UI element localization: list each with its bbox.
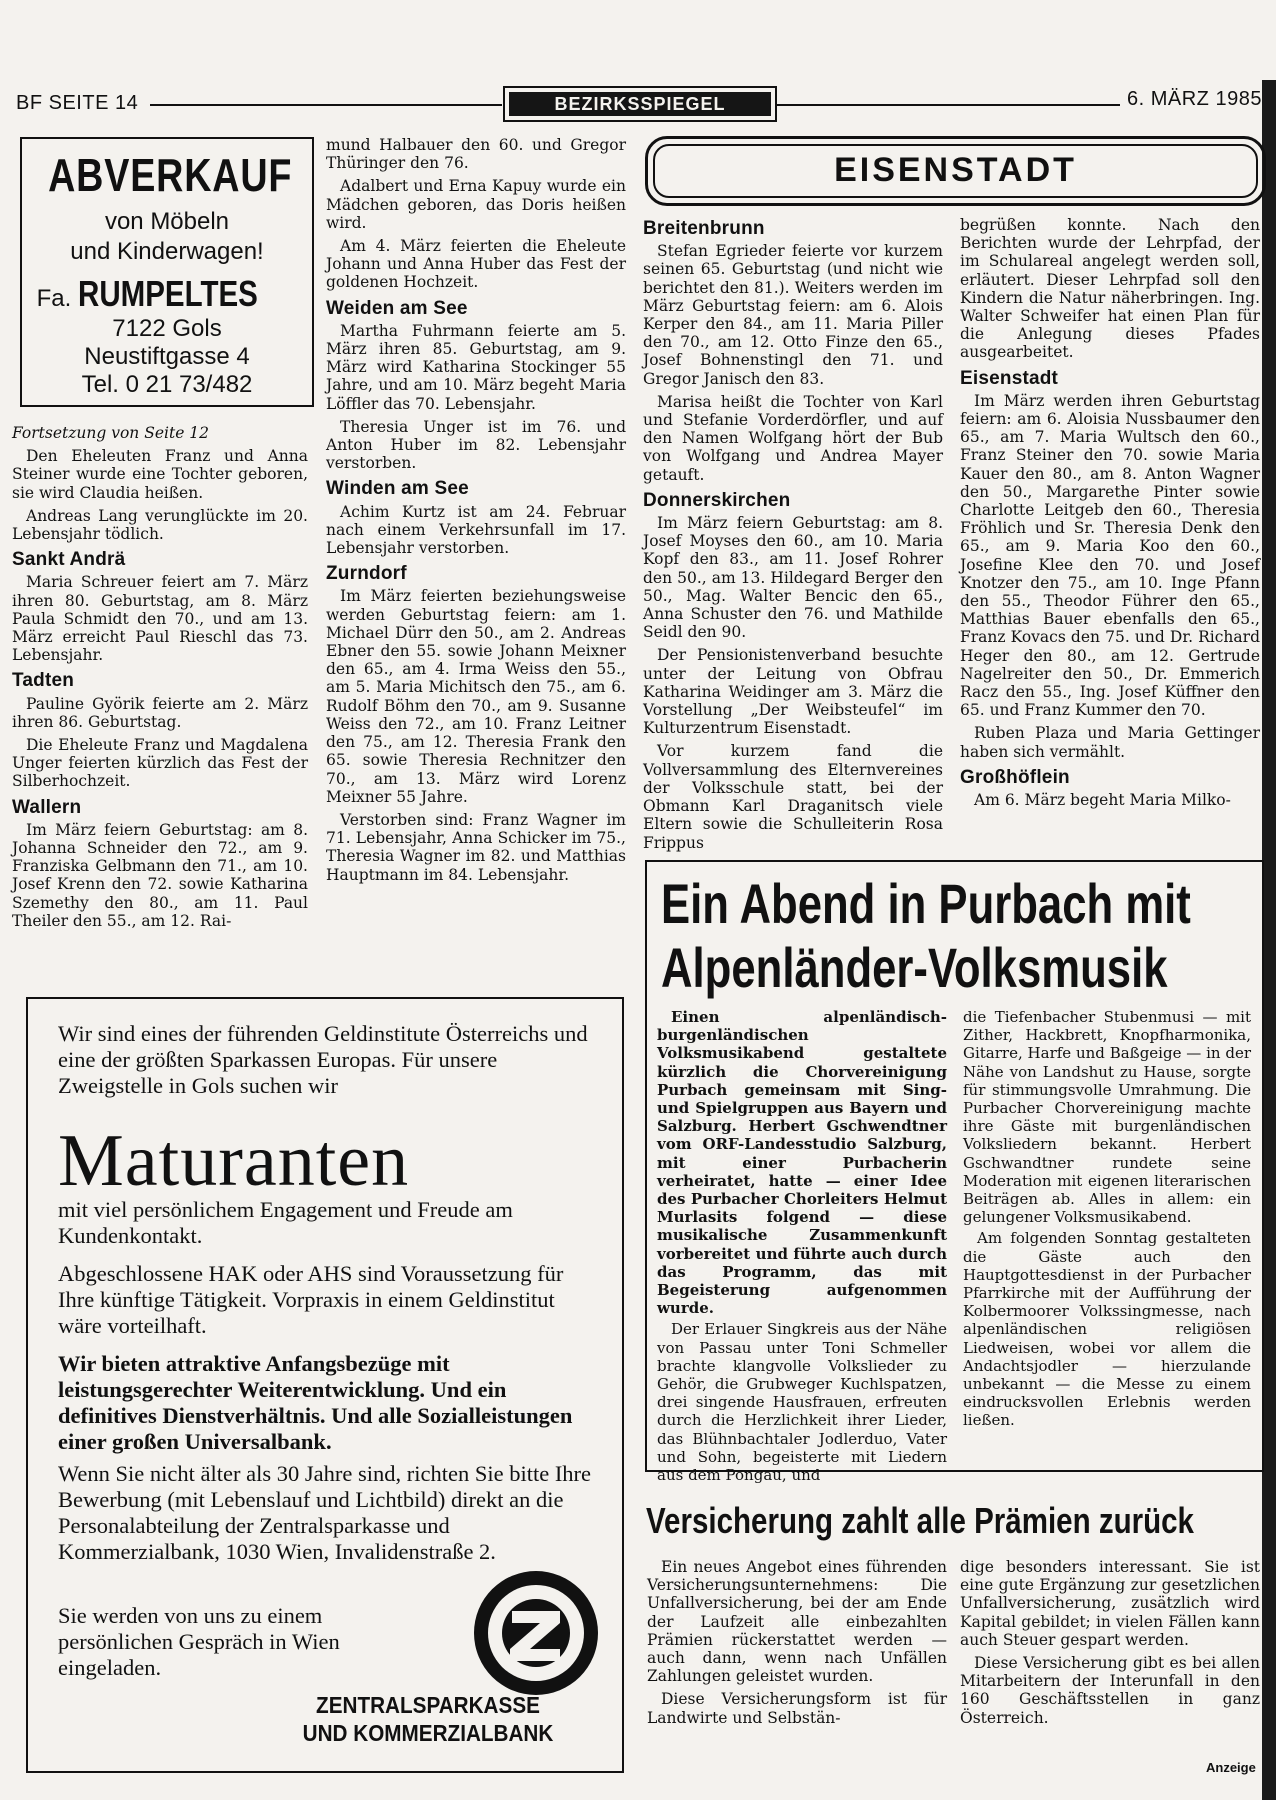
bank-name-line: ZENTRALSPARKASSE <box>316 1692 540 1718</box>
header-rule-right <box>776 104 1120 106</box>
article-paragraph: die Tiefenbacher Stubenmusi — mit Zither, Hackbrett, Knopfharmonika, Gitarre, Harfe und Baßgeige — in der Nähe von Landshut zu Hause, sorgte für stimmungsvolle Umrahmung. Die Purbacher Chorvereinigung machte ihre Gäste mit burgenländischen Volksliedern bekannt. Herbert Gschwandtner rundete seine Moderation mit eigenen literarischen Beiträgen ab. Alles in allem: ein gelungener Volksmusikabend. <box>963 1008 1251 1227</box>
ad-address <box>22 315 312 399</box>
town-heading: Breitenbrunn <box>643 218 765 239</box>
firm-name: RUMPELTES <box>78 273 258 314</box>
ad-paragraph: Wir bieten attraktive Anfangsbezüge mit leistungsgerechter Weiterentwicklung. Und ein definitives Dienstverhältnis. Und alle Sozialleistungen einer großen Universalbank. <box>58 1351 573 1454</box>
article-paragraph: Ein neues Angebot eines führenden Versicherungsunternehmens: Die Unfallversicherung, bei der am Ende der Laufzeit alle einbezahlten Prämien rückerstattet werden — auch dann, wenn nach Unfällen Zahlungen geleistet wurden. <box>647 1558 947 1686</box>
news-paragraph: Der Pensionistenverband besuchte unter der Leitung von Obfrau Katharina Weidinger am 3. März die Vorstellung „Der Weibsteufel“ im Kulturzentrum Eisenstadt. <box>643 646 943 738</box>
news-paragraph: Ruben Plaza und Maria Gettinger haben sich vermählt. <box>960 724 1260 761</box>
news-paragraph: Die Eheleute Franz und Magdalena Unger feierten kürzlich das Fest der Silberhochzeit. <box>12 736 308 791</box>
article-purbach <box>645 860 1264 1485</box>
news-paragraph: Martha Fuhrmann feierte am 5. März ihren 85. Geburtstag, am 9. März wird Katharina Stockinger 55 Jahre, und am 10. März begeht Maria Löffler das 70. Lebensjahr. <box>326 321 626 413</box>
firm-prefix: Fa. <box>36 285 72 312</box>
town-heading: Weiden am See <box>326 297 468 319</box>
header-rule-left <box>150 104 502 106</box>
news-paragraph: mund Halbauer den 60. und Gregor Thüringer den 76. <box>326 136 626 173</box>
news-paragraph: Marisa heißt die Tochter von Karl und Stefanie Vorderdörfler, und auf den Namen Wolfgang hört der Bub von Wolfgang und Andrea Mayer getauft. <box>643 392 943 484</box>
ad-title: Maturanten <box>58 1120 410 1202</box>
article-paragraph: Am folgenden Sonntag gestalteten die Gäste auch den Hauptgottesdienst in der Purbacher Pfarrkirche mit der Aufführung der Kolbermoorer Volkssingmesse, nach alpenländischen religiösen Liedweisen, wobei vor allem die Andachtsjodler — hierzulande unbekannt — die Messe zu einem eindrucksvollen Erlebnis werden ließen. <box>963 1229 1251 1430</box>
page-number: BF SEITE 14 <box>16 92 139 114</box>
news-paragraph: Vor kurzem fand die Vollversammlung des Elternvereines der Volksschule statt, bei der Obmann Karl Draganitsch viele Eltern sowie die Schulleiterin Rosa Frippus <box>643 742 943 852</box>
bank-name <box>266 1691 590 1747</box>
advert-label: Anzeige <box>1206 1760 1256 1775</box>
bank-name-line: UND KOMMERZIALBANK <box>302 1720 554 1746</box>
article-headline <box>661 872 1191 1000</box>
town-heading: Wallern <box>12 796 82 818</box>
news-paragraph: Adalbert und Erna Kapuy wurde ein Mädchen geboren, das Doris heißen wird. <box>326 177 626 232</box>
ad-paragraph: Abgeschlossene HAK oder AHS sind Voraussetzung für Ihre künftige Tätigkeit. Vorpraxis in einem Geldinstitut wäre vorteilhaft. <box>58 1261 564 1338</box>
ad-intro: Wir sind eines der führenden Geldinstitute Österreichs und eine der größten Sparkassen Europas. Für unsere Zweigstelle in Gols suchen wir <box>58 1021 588 1098</box>
news-paragraph: begrüßen konnte. Nach den Berichten wurde der Lehrpfad, der im Schulareal angelegt werden soll, erläutert. Dieser Lehrpfad soll den Kindern die Natur näherbringen. Ing. Walter Schweifer hat einen Plan für die Anlegung dieses Pfades ausgearbeitet. <box>960 216 1260 362</box>
ad-street: Neustiftgasse 4 <box>84 343 250 370</box>
news-paragraph: Den Eheleuten Franz und Anna Steiner wurde eine Tochter geboren, sie wird Claudia heißen. <box>12 447 308 502</box>
district-title: EISENSTADT <box>653 144 1258 198</box>
headline-line: Alpenländer-Volksmusik <box>661 936 1168 999</box>
ad-phone: Tel. 0 21 73/482 <box>81 371 253 398</box>
bank-logo-icon <box>474 1571 598 1695</box>
article-headline: Versicherung zahlt alle Prämien zurück <box>646 1500 1194 1541</box>
issue-date: 6. MÄRZ 1985 <box>1127 88 1262 110</box>
news-column-4 <box>960 216 1260 814</box>
news-paragraph: Pauline Györik feierte am 2. März ihren 86. Geburtstag. <box>12 694 308 731</box>
ad-rumpeltes <box>20 137 314 407</box>
ad-sparkasse <box>26 997 624 1773</box>
news-paragraph: Maria Schreuer feiert am 7. März ihren 80. Geburtstag, am 8. März Paula Schmidt den 70., und am 13. März erreicht Paul Rieschl das 73. Lebensjahr. <box>12 573 308 665</box>
article-lead: Einen alpenländisch-burgenländischen Volksmusikabend gestaltete kürzlich die Chorvereinigung Purbach gemeinsam mit Sing- und Spielgruppen aus Bayern und Salzburg. Herbert Gschwendtner vom ORF-Landesstudio Salzburg, mit einer Purbacherin verheiratet, hatte — einer Idee des Purbacher Chorleiters Helmut Murlasits folgend — diese musikalische Zusammenkunft vorbereitet und führte auch durch das Programm, das mit Begeisterung aufgenommen wurde. <box>657 1008 947 1318</box>
page-edge <box>1262 80 1276 1800</box>
article-paragraph: dige besonders interessant. Sie ist eine gute Ergänzung zur gesetzlichen Unfallversicherung, zusätzlich wird Kapital gebildet; in vielen Fällen kann auch Steuer gespart werden. <box>960 1558 1260 1649</box>
news-column-1 <box>12 424 308 935</box>
headline-line: Ein Abend in Purbach mit <box>661 872 1191 935</box>
town-heading: Großhöflein <box>960 766 1070 788</box>
town-heading: Zurndorf <box>326 563 407 585</box>
town-heading: Donnerskirchen <box>643 489 791 511</box>
town-heading: Sankt Andrä <box>12 549 126 571</box>
ad-title: ABVERKAUF <box>48 149 293 201</box>
ad-city: 7122 Gols <box>112 315 222 342</box>
news-paragraph: Am 6. März begeht Maria Milko- <box>974 791 1231 810</box>
district-banner <box>645 136 1266 206</box>
article-paragraph: Der Erlauer Singkreis aus der Nähe von Passau unter Toni Schmeller brachte klangvolle Volkslieder zu Gehör, die Grubweger Kuchlspatzen, drei singende Hausfrauen, erfreuten durch die Herzlichkeit ihrer Lieder, das Blühnbachtaler Jodlerduo, Vater und Sohn, begeisterte mit Liedern aus dem Pongau, und <box>657 1320 947 1485</box>
article-paragraph: Diese Versicherung gibt es bei allen Mitarbeitern der Interunfall in den 160 Geschäftsstellen in ganz Österreich. <box>960 1654 1260 1727</box>
article-column <box>960 1558 1260 1732</box>
article-column <box>647 1558 947 1732</box>
article-column <box>657 1008 947 1487</box>
section-banner <box>503 86 777 122</box>
news-column-3 <box>643 216 943 857</box>
news-paragraph: Andreas Lang verunglückte im 20. Lebensjahr tödlich. <box>12 506 308 544</box>
news-column-2 <box>326 136 626 889</box>
news-paragraph: Verstorben sind: Franz Wagner im 71. Lebensjahr, Anna Schicker im 75., Theresia Wagner im 82. und Matthias Hauptmann im 84. Lebensjahr. <box>326 810 626 884</box>
news-paragraph: Stefan Egrieder feierte vor kurzem seinen 65. Geburtstag (und nicht wie berichtet den 81.). Weiters werden im März Geburtstag feiern: am 6. Alois Kerper den 84., am 11. Maria Piller den 70., am 12. Otto Finze den 65., Josef Bohnenstingl den 71. und Gregor Janisch den 83. <box>643 242 943 388</box>
news-paragraph: Achim Kurtz ist am 24. Februar nach einem Verkehrsunfall im 17. Lebensjahr verstorben. <box>326 502 626 558</box>
ad-paragraph: Sie werden von uns zu einem persönlichen Gespräch in Wien eingeladen. <box>58 1603 340 1680</box>
ad-firm <box>22 273 312 315</box>
article-column <box>963 1008 1251 1433</box>
news-paragraph: Im März feierten beziehungsweise werden Geburtstag feiern: am 1. Michael Dürr den 50., am 2. Andreas Ebner den 55. sowie Johann Meixner den 65., am 4. Irma Weiss den 55., am 5. Maria Michitsch den 75., am 6. Rudolf Böhm den 70., am 9. Susanne Weiss den 72., am 10. Franz Leitner den 75., am 12. Theresia Frank den 65. sowie Theresia Rechnitzer den 70., am 13. März wird Lorenz Meixner 55 Jahre. <box>326 587 626 806</box>
town-heading: Tadten <box>12 670 75 692</box>
ad-line: von Möbeln <box>104 208 230 235</box>
ad-paragraph: mit viel persönlichem Engagement und Freude am Kundenkontakt. <box>58 1197 513 1248</box>
ad-subtitle <box>22 207 312 267</box>
news-paragraph: Am 4. März feierten die Eheleute Johann und Anna Huber das Fest der goldenen Hochzeit. <box>326 237 626 292</box>
continuation-note: Fortsetzung von Seite 12 <box>12 424 210 442</box>
ad-line: und Kinderwagen! <box>70 238 264 265</box>
article-paragraph: Diese Versicherungsform ist für Landwirte und Selbstän- <box>647 1690 947 1727</box>
news-paragraph: Im März feiern Geburtstag: am 8. Josef Moyses den 60., am 10. Maria Kopf den 83., am 11. Josef Rohrer den 50., am 13. Hildegard Berger den 50., Mag. Walter Bencic den 65., Anna Schuster den 76. und Mathilde Seidl den 90. <box>643 514 943 642</box>
news-paragraph: Theresia Unger ist im 76. und Anton Huber im 82. Lebensjahr verstorben. <box>326 417 626 473</box>
town-heading: Winden am See <box>326 478 469 500</box>
town-heading: Eisenstadt <box>960 367 1059 389</box>
ad-paragraph: Wenn Sie nicht älter als 30 Jahre sind, richten Sie bitte Ihre Bewerbung (mit Lebenslauf und Lichtbild) direkt an die Personalabteilung der Zentralsparkasse und Kommerzialbank, 1030 Wien, Invalidenstraße 2. <box>58 1461 592 1564</box>
news-paragraph: Im März werden ihren Geburtstag feiern: am 6. Aloisia Nussbaumer den 65., am 7. Maria Wultsch den 60., Franz Steiner den 70. sowie Maria Kauer den 80., am 8. Anton Wagner den 50., Margarethe Pinter sowie Charlotte Leitgeb den 60., Theresia Fröhlich und Sr. Theresia Denk den 65., am 9. Maria Koo den 60., Josefine Klee den 70. und Josef Knotzer den 75., am 10. Inge Pfann den 55., Theodor Führer den 65., Matthias Bauer ebenfalls den 65., Franz Kovacs den 75. und Dr. Richard Heger den 80., am 12. Gertrude Nagelreiter den 50., Dr. Emmerich Racz den 55., Ing. Josef Küffner den 65. und Franz Kummer den 70. <box>960 391 1260 720</box>
section-title: BEZIRKSSPIEGEL <box>509 92 771 116</box>
news-paragraph: Im März feiern Geburtstag: am 8. Johanna Schneider den 72., am 9. Franziska Gelbmann den 71., am 10. Josef Krenn den 72. sowie Katharina Szemethy den 80., am 11. Paul Theiler den 55., am 12. Rai- <box>12 820 308 930</box>
